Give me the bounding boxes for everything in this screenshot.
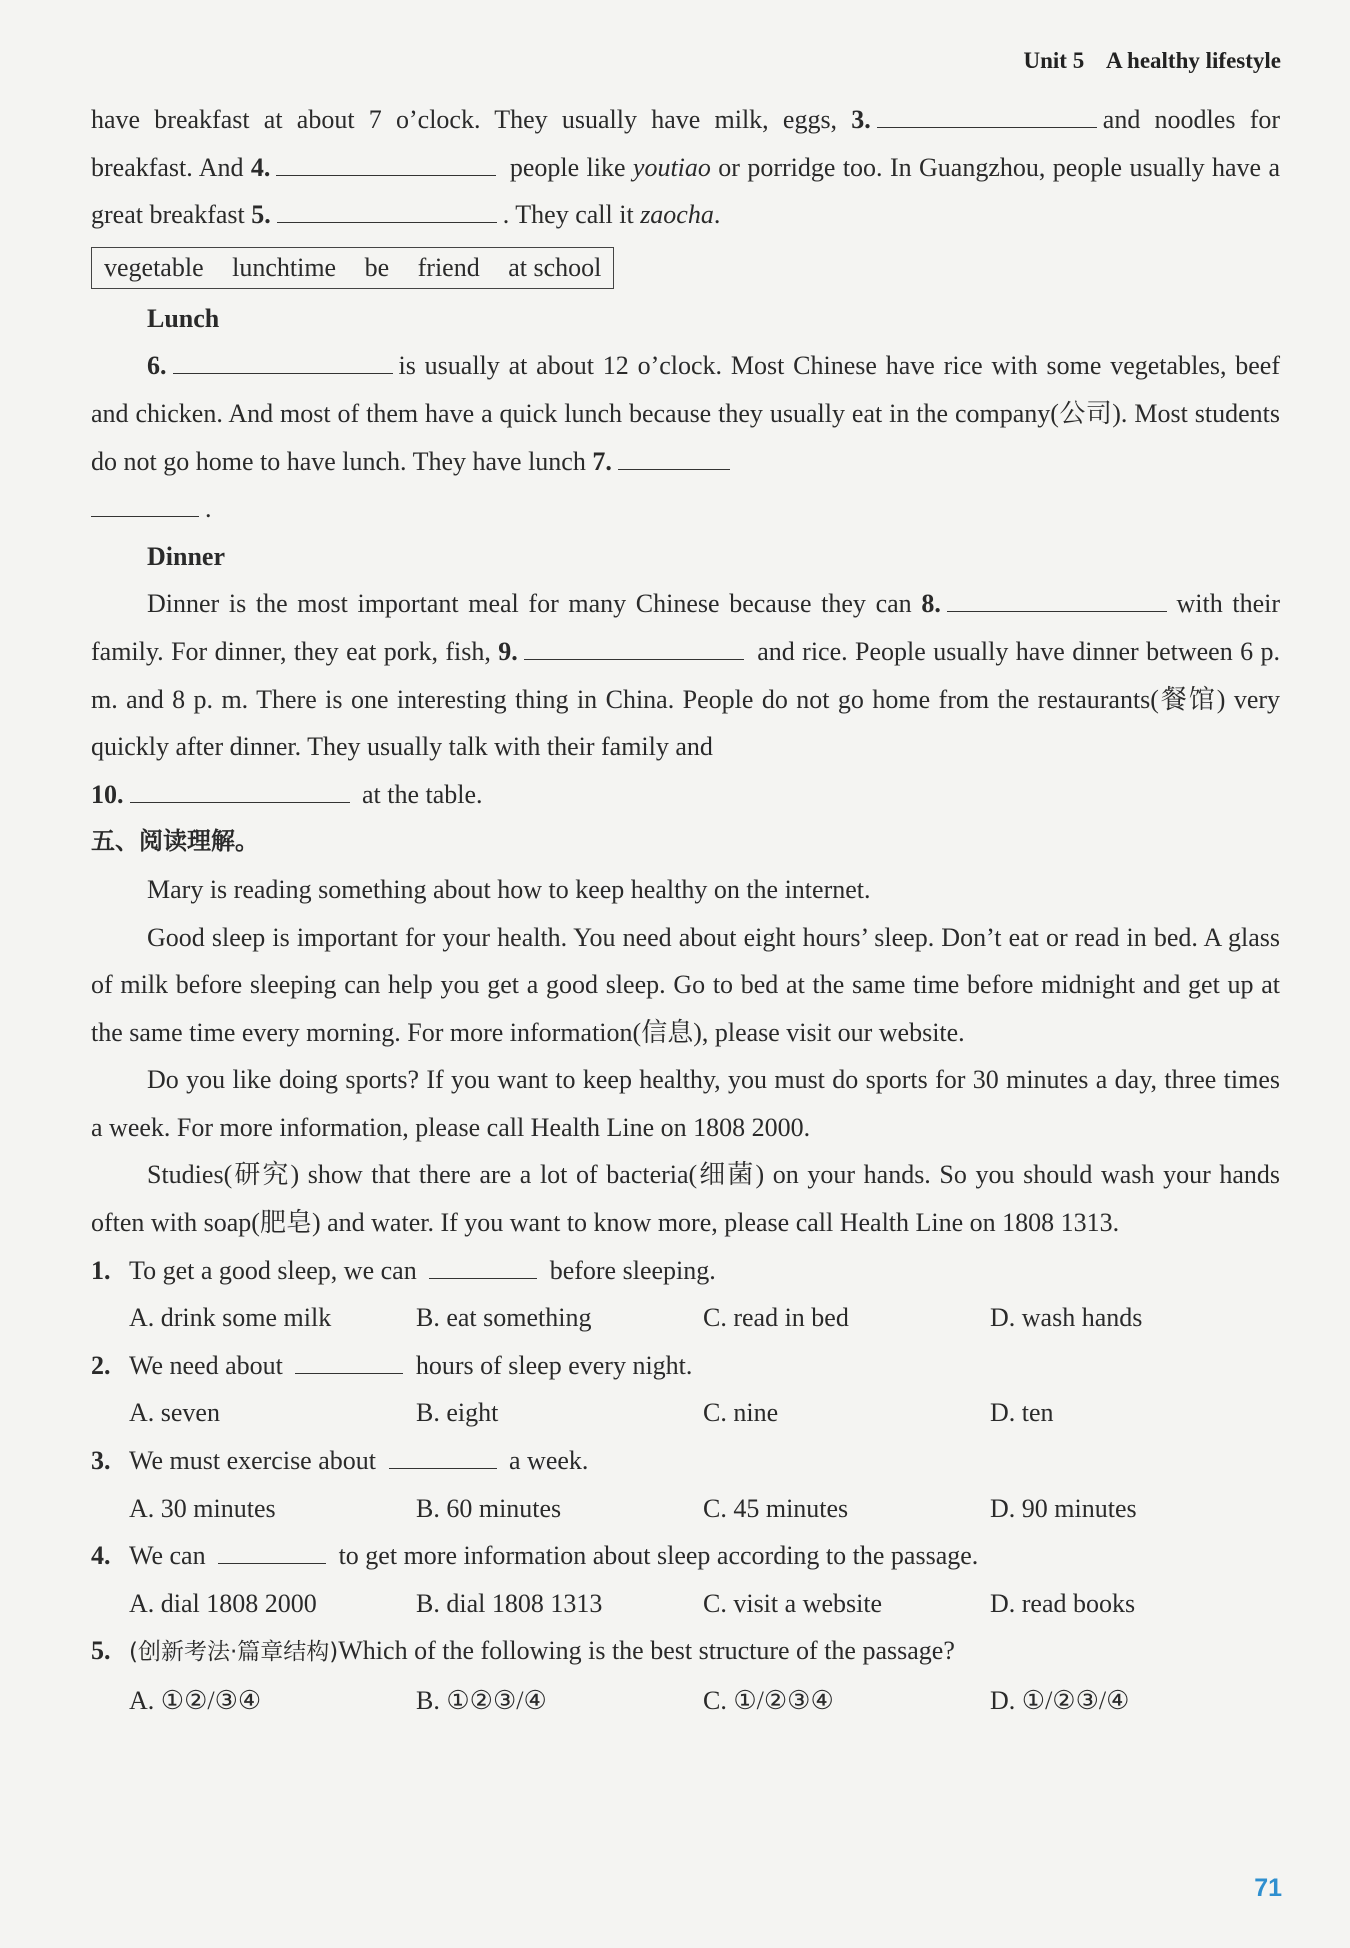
- dinner-paragraph-end: [91, 771, 1280, 819]
- blank-number-7: 7.: [592, 446, 612, 476]
- question-3: [91, 1437, 1280, 1532]
- word-box-item: at school: [508, 252, 602, 282]
- option-c[interactable]: C. nine: [703, 1398, 779, 1428]
- option-b[interactable]: B. eat something: [416, 1303, 592, 1333]
- question-tag: (创新考法·篇章结构): [129, 1639, 339, 1666]
- option-b[interactable]: B. eight: [416, 1398, 499, 1428]
- option-a[interactable]: A. ①②/③④: [129, 1686, 262, 1715]
- word-box: [91, 247, 614, 289]
- lunch-text-2: vegetables, beef and chicken. And most of them have a quick lunch because they usually eat in the: [91, 351, 1281, 428]
- word-youtiao: youtiao: [632, 152, 711, 182]
- question-number: 5.: [91, 1636, 111, 1666]
- dinner-heading: Dinner: [147, 541, 225, 571]
- page-number: 71: [1254, 1874, 1282, 1902]
- question-text: To get a good sleep, we can: [129, 1255, 424, 1285]
- blank-number-3: 3.: [851, 105, 871, 134]
- breakfast-text-4: people like: [502, 152, 633, 182]
- lunch-text-1: is usually at about 12 o’clock. Most Chinese have rice with some: [398, 351, 1102, 381]
- question-text: before sleeping.: [543, 1255, 716, 1285]
- lunch-text-4: .: [205, 494, 212, 524]
- dinner-text-5: home from the restaurants(餐馆) very quickly after dinner. They usually talk with their family and: [91, 684, 1281, 762]
- option-d[interactable]: D. read books: [990, 1588, 1136, 1618]
- blank-number-6: 6.: [147, 351, 167, 381]
- question-blank[interactable]: [429, 1252, 537, 1279]
- question-5: [91, 1627, 1280, 1724]
- word-box-item: vegetable: [104, 252, 204, 282]
- answer-blank-4[interactable]: [276, 149, 496, 176]
- option-b[interactable]: B. dial 1808 1313: [416, 1588, 603, 1618]
- breakfast-text-6: people usually have a great breakfast: [91, 152, 1281, 230]
- lunch-paragraph-end: [91, 485, 1280, 533]
- breakfast-paragraph: [91, 96, 1280, 239]
- reading-intro: Mary is reading something about how to keep healthy on the internet.: [147, 874, 871, 904]
- blank-number-10: 10.: [91, 779, 124, 809]
- running-header: [1008, 48, 1282, 74]
- breakfast-text-1: have breakfast at about 7 o’clock. They usually have milk, eggs,: [91, 105, 852, 134]
- question-number: 3.: [91, 1446, 111, 1476]
- answer-blank-7-continued[interactable]: [91, 490, 199, 517]
- answer-blank-8[interactable]: [947, 585, 1167, 612]
- header-unit: Unit 5: [1023, 48, 1085, 73]
- lunch-text-3: company(公司). Most students do not go home to have lunch. They have lunch: [91, 398, 1280, 476]
- blank-number-9: 9.: [498, 636, 518, 666]
- option-a[interactable]: A. 30 minutes: [129, 1493, 276, 1523]
- option-c[interactable]: C. 45 minutes: [703, 1493, 849, 1523]
- option-b[interactable]: B. ①②③/④: [416, 1686, 547, 1715]
- question-text: We must exercise about: [129, 1446, 383, 1476]
- dinner-text-1: Dinner is the most important meal for many Chinese because they can: [147, 589, 922, 619]
- lunch-paragraph: [91, 342, 1280, 485]
- answer-blank-9[interactable]: [524, 633, 744, 660]
- word-box-item: be: [364, 252, 390, 282]
- option-d[interactable]: D. ten: [990, 1398, 1054, 1428]
- question-text: We need about: [129, 1350, 290, 1380]
- blank-number-8: 8.: [921, 589, 941, 619]
- reading-paragraph-2: Do you like doing sports? If you want to keep healthy, you must do sports for 30 minutes a day, three times a week. For more information, please call Health Line on 1808 2000.: [91, 1065, 1280, 1142]
- question-text: We can: [129, 1541, 213, 1571]
- word-box-item: lunchtime: [232, 252, 337, 282]
- option-a[interactable]: A. dial 1808 2000: [129, 1588, 317, 1618]
- option-b[interactable]: B. 60 minutes: [416, 1493, 562, 1523]
- dinner-text-6: at the table.: [355, 779, 483, 809]
- dinner-text-2: with their family. For dinner, they eat pork, fish,: [91, 589, 1280, 666]
- question-text: hours of sleep every night.: [409, 1350, 693, 1380]
- question-text: a week.: [502, 1446, 589, 1476]
- answer-blank-7[interactable]: [618, 443, 730, 470]
- question-text: to get more information about sleep according to the passage.: [332, 1541, 979, 1571]
- reading-paragraph-1: Good sleep is important for your health. You need about eight hours’ sleep. Don’t eat or read in bed. A glass of milk before sleeping can help you get a good sleep. Go to bed at the same time before midnight and get up at the same time every morning. For more information(信息), please visit our website.: [91, 922, 1280, 1047]
- breakfast-text-2: and noodles: [1102, 105, 1236, 134]
- dinner-paragraph: [91, 580, 1280, 770]
- dinner-text-4: have dinner between 6 p. m. and 8 p. m. There is one interesting thing in China. People do not go: [91, 636, 1281, 714]
- option-c[interactable]: C. read in bed: [703, 1303, 849, 1333]
- option-d[interactable]: D. wash hands: [990, 1303, 1143, 1333]
- option-a[interactable]: A. drink some milk: [129, 1303, 332, 1333]
- breakfast-text-7: . They call it: [502, 200, 641, 230]
- question-blank[interactable]: [218, 1537, 326, 1564]
- breakfast-text-3: for breakfast. And: [91, 105, 1281, 182]
- option-c[interactable]: C. visit a website: [703, 1588, 883, 1618]
- option-d[interactable]: D. 90 minutes: [990, 1493, 1137, 1523]
- question-blank[interactable]: [389, 1442, 497, 1469]
- answer-blank-6[interactable]: [173, 347, 393, 374]
- question-number: 2.: [91, 1350, 111, 1380]
- word-zaocha: zaocha: [640, 200, 714, 230]
- answer-blank-10[interactable]: [130, 776, 350, 803]
- question-number: 1.: [91, 1255, 111, 1285]
- option-a[interactable]: A. seven: [129, 1398, 220, 1428]
- reading-paragraph-3: Studies(研究) show that there are a lot of bacteria(细菌) on your hands. So you should wash your hands often with soap(肥皂) and water. If you want to know more, please call Health Line on 1808 1313.: [91, 1160, 1280, 1238]
- lunch-heading: Lunch: [147, 303, 220, 333]
- option-d[interactable]: D. ①/②③/④: [990, 1686, 1130, 1715]
- question-4: [91, 1532, 1280, 1627]
- blank-number-4: 4.: [250, 152, 271, 182]
- question-2: [91, 1342, 1280, 1437]
- answer-blank-5[interactable]: [277, 196, 497, 223]
- header-title: A healthy lifestyle: [1105, 48, 1281, 73]
- question-number: 4.: [91, 1541, 111, 1571]
- option-c[interactable]: C. ①/②③④: [703, 1686, 834, 1715]
- content: [91, 96, 1280, 1725]
- dinner-text-3: and rice. People usually: [749, 636, 1009, 666]
- question-blank[interactable]: [295, 1347, 403, 1374]
- breakfast-text-8: .: [713, 200, 721, 230]
- question-list: [91, 1247, 1280, 1725]
- word-box-item: friend: [417, 252, 480, 282]
- breakfast-text-5: or porridge too. In Guangzhou,: [710, 152, 1046, 182]
- section-heading-reading: 五、阅读理解。: [91, 827, 259, 856]
- question-text: Which of the following is the best structure of the passage?: [338, 1636, 955, 1666]
- blank-number-5: 5.: [251, 200, 271, 230]
- answer-blank-3[interactable]: [877, 101, 1097, 128]
- question-1: [91, 1247, 1280, 1342]
